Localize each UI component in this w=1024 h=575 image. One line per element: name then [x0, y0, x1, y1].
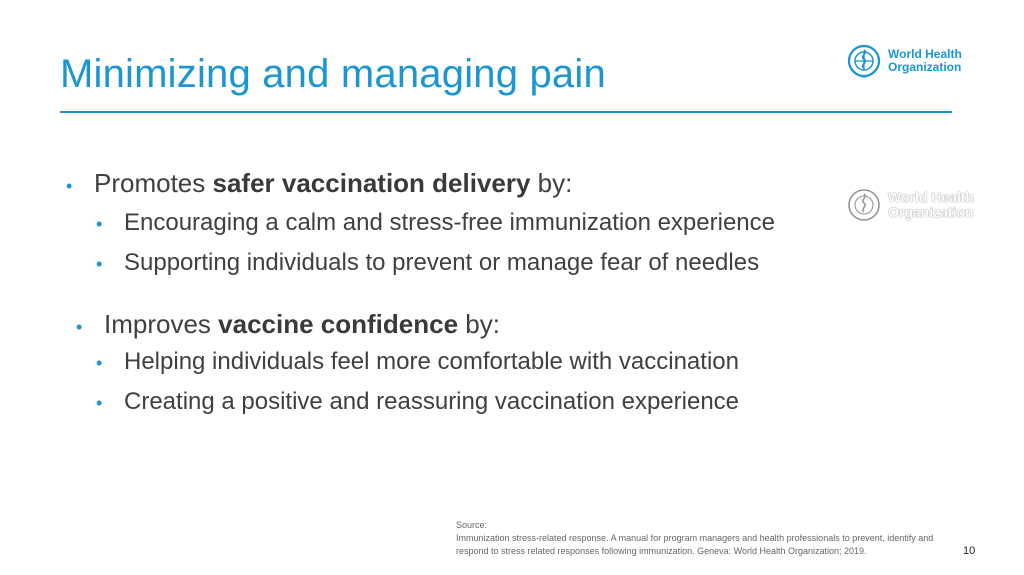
- bullet-dot-icon: •: [96, 214, 103, 234]
- sub-bullet: [96, 249, 759, 277]
- bullet-text: [104, 309, 500, 340]
- sub-bullet: [96, 348, 739, 376]
- slide-title: Minimizing and managing pain: [60, 52, 606, 96]
- bullet-vaccine-confidence: [76, 309, 500, 340]
- bullet-dot-icon: •: [96, 393, 103, 413]
- sub-bullet: [96, 388, 739, 416]
- sub-bullet: [96, 209, 775, 237]
- bullet-text: [94, 168, 572, 199]
- sub-bullet-text: Helping individuals feel more comfortable with vaccination: [124, 348, 739, 375]
- source-text: Immunization stress-related response. A manual for program managers and health professionals to prevent, identify and respond to stress related responses following immunization. Geneva: World Health Organization; 2019.: [456, 533, 934, 556]
- bullet-bold: safer vaccination delivery: [212, 168, 531, 198]
- bullet-prefix: Improves: [104, 309, 219, 339]
- source-citation: [456, 519, 966, 558]
- sub-bullet-text: Encouraging a calm and stress-free immunization experience: [124, 209, 775, 236]
- bullet-prefix: Promotes: [94, 168, 213, 198]
- source-label: Source:: [456, 520, 488, 530]
- logo-wordmark: [888, 48, 962, 74]
- who-emblem-ghost-icon: [844, 186, 884, 224]
- sub-bullet-text: Creating a positive and reassuring vaccination experience: [124, 388, 740, 415]
- who-logo: [844, 42, 962, 80]
- logo-text-line1: World Health: [888, 47, 962, 61]
- bullet-suffix: by:: [530, 168, 573, 198]
- bullet-dot-icon: •: [96, 254, 103, 274]
- title-divider: [60, 111, 952, 113]
- bullet-dot-icon: •: [96, 353, 103, 373]
- logo-ghost-wordmark: [888, 190, 974, 220]
- bullet-dot-icon: •: [66, 176, 73, 196]
- logo-text-line2: Organization: [888, 60, 962, 74]
- bullet-dot-icon: •: [76, 317, 83, 337]
- bullet-safer-delivery: [66, 168, 572, 199]
- logo-ghost-text-line1: World Health: [888, 189, 975, 205]
- who-logo-ghost: [844, 186, 974, 224]
- sub-bullet-text: Supporting individuals to prevent or manage fear of needles: [124, 249, 760, 276]
- who-emblem-icon: [844, 42, 884, 80]
- logo-ghost-text-line2: Organization: [888, 204, 974, 220]
- bullet-bold: vaccine confidence: [218, 309, 459, 339]
- page-number: 10: [963, 545, 976, 557]
- bullet-suffix: by:: [458, 309, 500, 339]
